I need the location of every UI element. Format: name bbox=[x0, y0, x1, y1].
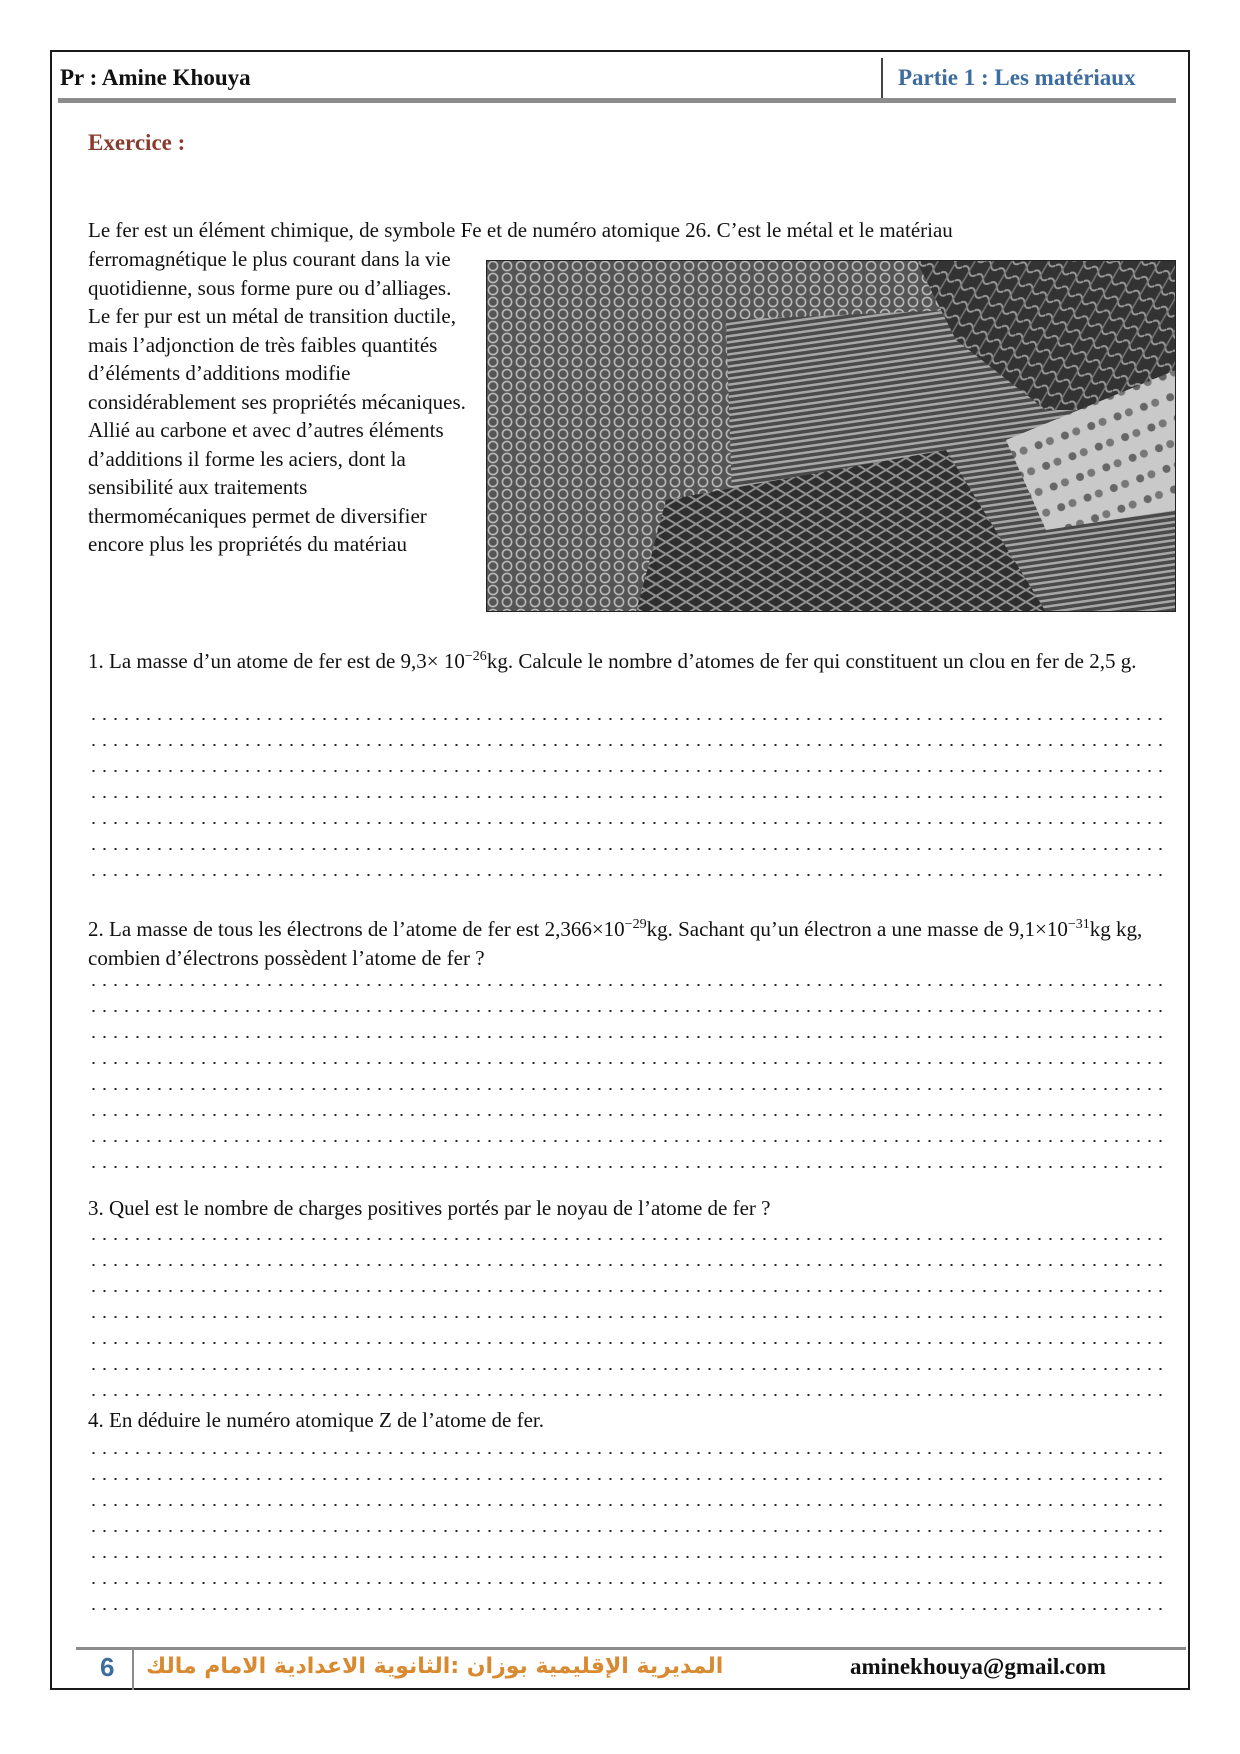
answer-line[interactable] bbox=[88, 1088, 1170, 1090]
page-number: 6 bbox=[100, 1652, 115, 1682]
answer-line[interactable] bbox=[88, 718, 1170, 720]
answer-line[interactable] bbox=[88, 744, 1170, 746]
answer-line[interactable] bbox=[88, 1394, 1170, 1396]
answer-line[interactable] bbox=[88, 796, 1170, 798]
part-header: Partie 1 : Les matériaux bbox=[898, 65, 1136, 90]
answer-line[interactable] bbox=[88, 1608, 1170, 1610]
answer-line[interactable] bbox=[88, 1342, 1170, 1344]
answer-line[interactable] bbox=[88, 1062, 1170, 1064]
answer-line[interactable] bbox=[88, 1478, 1170, 1480]
answer-line[interactable] bbox=[88, 1316, 1170, 1318]
header-rule bbox=[58, 98, 1176, 103]
answer-line[interactable] bbox=[88, 770, 1170, 772]
answer-line[interactable] bbox=[88, 1556, 1170, 1558]
answer-line[interactable] bbox=[88, 1368, 1170, 1370]
answer-line[interactable] bbox=[88, 1504, 1170, 1506]
answer-line[interactable] bbox=[88, 1036, 1170, 1038]
author-email: aminekhouya@gmail.com bbox=[850, 1654, 1106, 1679]
answer-line[interactable] bbox=[88, 1238, 1170, 1240]
footer-separator bbox=[132, 1650, 134, 1690]
answer-line[interactable] bbox=[88, 1114, 1170, 1116]
question-4: 4. En déduire le numéro atomique Z de l’atome de fer. bbox=[88, 1408, 545, 1432]
answer-line[interactable] bbox=[88, 1582, 1170, 1584]
intro-first-line: Le fer est un élément chimique, de symbole Fe et de numéro atomique 26. C’est le métal et le matériau bbox=[88, 218, 953, 242]
answer-line[interactable] bbox=[88, 1452, 1170, 1454]
answer-line[interactable] bbox=[88, 1166, 1170, 1168]
intro-paragraph: ferromagnétique le plus courant dans la vie quotidienne, sous forme pure ou d’alliages. Le fer pur est un métal de transition ductile, mais l’adjonction de très faibles quantités d’éléments d’additions modifie considérablement ses propriétés mécaniques. Allié au carbone et avec d’autres éléments d’additions il forme les aciers, dont la sensibilité aux traitements thermomécaniques permet de diversifier encore plus les propriétés du matériau bbox=[88, 247, 466, 556]
answer-line[interactable] bbox=[88, 822, 1170, 824]
exercise-title: Exercice : bbox=[88, 130, 186, 155]
answer-line[interactable] bbox=[88, 984, 1170, 986]
author-header: Pr : Amine Khouya bbox=[58, 58, 883, 98]
question-2: 2. La masse de tous les électrons de l’atome de fer est $2,366\times 10^{-29}kg$. Sachant qu’un électron a une masse de $9,1\times 10^{-31}kg$ kg, combien d’électrons possèdent l’atome de fer ? bbox=[88, 917, 1143, 970]
answer-line[interactable] bbox=[88, 1140, 1170, 1142]
answer-line[interactable] bbox=[88, 1290, 1170, 1292]
question-1: 1. La masse d’un atome de fer est de $9,3\times 10^{-26}kg$. Calcule le nombre d’atomes de fer qui constituent un clou en fer de 2,5 g. bbox=[88, 649, 1137, 673]
footer-rule bbox=[76, 1647, 1186, 1650]
answer-line[interactable] bbox=[88, 1264, 1170, 1266]
wire-mesh-photo bbox=[486, 260, 1176, 612]
answer-line[interactable] bbox=[88, 874, 1170, 876]
answer-line[interactable] bbox=[88, 1530, 1170, 1532]
answer-line[interactable] bbox=[88, 1010, 1170, 1012]
school-name: المديرية الإقليمية بوزان :الثانوية الاعدادية الامام مالك bbox=[146, 1654, 724, 1679]
answer-line[interactable] bbox=[88, 848, 1170, 850]
question-3: 3. Quel est le nombre de charges positives portés par le noyau de l’atome de fer ? bbox=[88, 1196, 771, 1220]
